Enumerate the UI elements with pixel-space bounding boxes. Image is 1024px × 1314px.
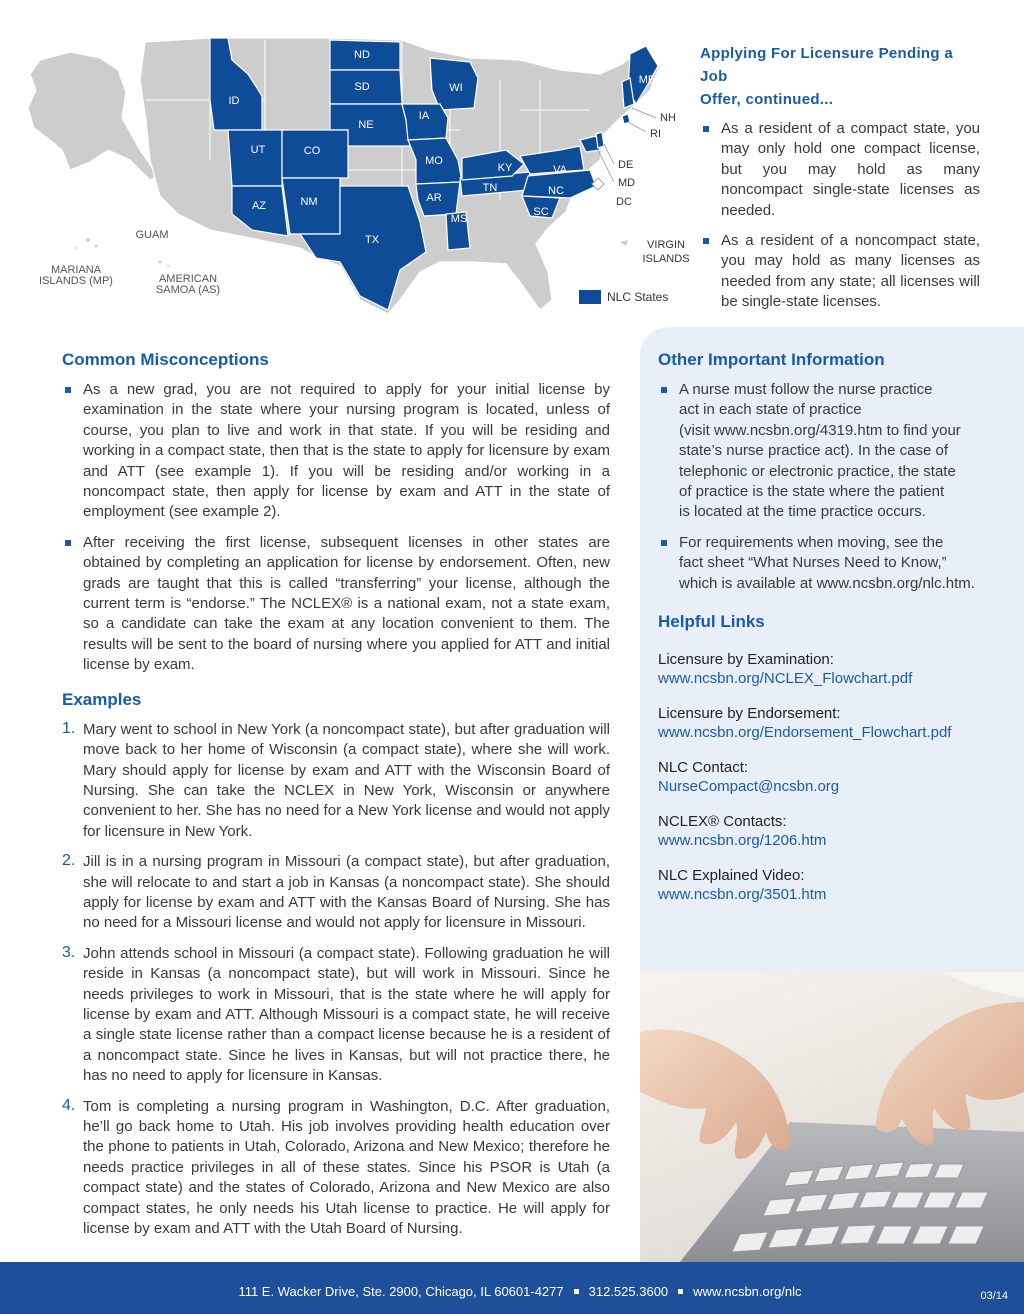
applying-title-line1: Applying For Licensure Pending a Job: [700, 45, 953, 85]
label-guam: GUAM: [135, 229, 169, 241]
label-samoa-1: AMERICAN: [158, 273, 218, 285]
other-info-bullet: [658, 533, 998, 594]
example-item: [62, 720, 610, 842]
label-mo: MO: [425, 155, 443, 167]
label-mariana-1: MARIANA: [50, 264, 102, 276]
helpful-link-title: Licensure by Examination:: [658, 651, 834, 669]
nlc-states-map: [0, 0, 700, 320]
label-me: ME: [638, 74, 656, 86]
label-tx: TX: [364, 234, 380, 246]
examples-title: Examples: [62, 689, 142, 709]
label-dc: DC: [616, 196, 632, 208]
legend-label: NLC States: [607, 290, 669, 304]
label-ne: NE: [358, 119, 374, 131]
label-sc: SC: [533, 206, 549, 218]
helpful-link-url[interactable]: www.ncsbn.org/Endorsement_Flowchart.pdf: [658, 724, 952, 742]
label-virgin-2: ISLANDS: [642, 253, 690, 265]
applying-list: [700, 119, 980, 313]
footer-website[interactable]: www.ncsbn.org/nlc: [693, 1284, 802, 1299]
label-nd: ND: [354, 49, 370, 61]
label-va: VA: [553, 164, 567, 176]
misconception-bullet: As a new grad, you are not required to apply for your initial license by examination in the state where your nursing program is located, unless of course, you plan to live and work in that state. If you will be residing and working in a compact state, then that is the state to apply for licensure by exam and ATT (see example 1). If you will be residing and/or working in a noncompact state, then apply for license by exam and ATT in the state of employment (see example 2).: [62, 380, 610, 523]
line: telephonic or electronic practice, the state: [679, 462, 956, 480]
helpful-links-list: [658, 650, 998, 904]
other-info-title: Other Important Information: [658, 350, 885, 369]
state-de: [596, 132, 604, 148]
helpful-links-title: Helpful Links: [658, 612, 765, 632]
misconception-bullet: After receiving the first license, subsequent licenses in other states are obtained by completing an application for license by endorsement. Often, new grads are taught that this is called “transferring” your license, although the current term is “endorse.” The NCLEX® is a national exam, not a state exam, so a candidate can take the exam at any location convenient to them. The results will be sent to the board of nursing where you applied for ATT and initial license by exam.: [62, 533, 610, 676]
helpful-link-title: NLC Contact:: [658, 759, 749, 777]
keyboard-photo: [640, 972, 1024, 1262]
example-item: [62, 852, 610, 934]
helpful-link-url[interactable]: www.ncsbn.org/1206.htm: [658, 832, 827, 850]
state-ut: [228, 130, 282, 186]
line: which is available at www.ncsbn.org/nlc.htm.: [679, 574, 975, 592]
label-mariana-2: ISLANDS (MP): [39, 275, 113, 287]
separator-square-icon: [678, 1289, 683, 1294]
helpful-link: [658, 758, 998, 796]
separator-square-icon: [574, 1289, 579, 1294]
other-info-bullet: [658, 380, 998, 523]
alaska-shape: [28, 52, 158, 180]
misconceptions-title: Common Misconceptions: [62, 350, 269, 369]
label-ri: RI: [650, 128, 661, 140]
applying-section: [700, 42, 980, 323]
line: of practice is the state where the patient: [679, 483, 945, 501]
label-sd: SD: [354, 81, 370, 93]
hands-typing-illustration: [640, 972, 1024, 1262]
applying-bullet: As a resident of a compact state, you may only hold one compact license, but you may hold as many noncompact single-state licenses as needed.: [700, 119, 980, 221]
helpful-link: [658, 704, 998, 742]
line: state’s nurse practice act). In the case of: [679, 442, 949, 460]
legend-swatch: [579, 290, 601, 304]
label-nh: NH: [660, 112, 676, 124]
line: fact sheet “What Nurses Need to Know,”: [679, 554, 947, 572]
example-text: Jill is in a nursing program in Missouri (a compact state), but after graduation, she will relocate to and start a job in Kansas (a noncompact state). She should apply for license by exam and ATT with the Kansas Board of Nursing. She has no need for a Missouri license and would not apply for licensure in Missouri.: [83, 853, 610, 932]
label-nc: NC: [548, 185, 564, 197]
line: A nurse must follow the nurse practice: [679, 381, 933, 398]
helpful-link-url[interactable]: www.ncsbn.org/NCLEX_Flowchart.pdf: [658, 670, 913, 688]
helpful-link: [658, 812, 998, 850]
line: is located at the time practice occurs.: [679, 503, 926, 521]
examples-list: [62, 720, 610, 1240]
label-md: MD: [618, 177, 636, 189]
example-number: 3.: [62, 943, 76, 961]
helpful-link-url[interactable]: NurseCompact@ncsbn.org: [658, 778, 840, 796]
footer-date: 03/14: [980, 1290, 1008, 1302]
helpful-link-url[interactable]: www.ncsbn.org/3501.htm: [658, 886, 827, 904]
example-item: [62, 1097, 610, 1240]
label-samoa-2: SAMOA (AS): [155, 284, 221, 296]
right-column: [658, 350, 998, 920]
misconceptions-list: [62, 380, 610, 676]
footer-contact: [0, 1284, 1024, 1299]
label-tn: TN: [482, 182, 498, 194]
helpful-link: [658, 650, 998, 688]
helpful-link-title: NCLEX® Contacts:: [658, 813, 787, 831]
footer-phone: 312.525.3600: [588, 1284, 669, 1299]
applying-title-line2: Offer, continued...: [700, 91, 834, 108]
label-nm: NM: [300, 196, 318, 208]
applying-title: [700, 42, 980, 111]
example-number: 1.: [62, 719, 76, 737]
footer-address: 111 E. Wacker Drive, Ste. 2900, Chicago, IL 60601-4277: [238, 1284, 564, 1299]
other-info-list: [658, 380, 998, 594]
example-text: John attends school in Missouri (a compact state). Following graduation he will reside in Kansas (a noncompact state), but will work in Missouri. Since he needs privileges to work in Missouri, that is the state where he will apply for license by exam and ATT. Although Missouri is a compact state, he will receive a single state license rather than a compact license because he is a resident of a noncompact state. Since he lives in Kansas, but will not practice there, he has no need to apply for licensure in Kansas.: [83, 944, 610, 1085]
label-az: AZ: [251, 200, 267, 212]
example-text: Mary went to school in New York (a noncompact state), but after graduation will move back to her home of Wisconsin (a compact state), where she will work. Mary should apply for license by exam and ATT with the Wisconsin Board of Nursing. She can take the NCLEX in New York, Wisconsin or anywhere convenient to her. She has no need for a New York license and would not apply for licensure in New York.: [83, 720, 610, 840]
label-ky: KY: [497, 162, 513, 174]
label-virgin-1: VIRGIN: [647, 239, 685, 251]
label-ia: IA: [418, 110, 430, 122]
example-number: 2.: [62, 852, 76, 870]
example-text: Tom is completing a nursing program in Washington, D.C. After graduation, he’ll go back home to Utah. His job involves providing health education over the phone to patients in Utah, Colorado, Arizona and New Mexico; therefore he needs practice privileges in all of these states. Since his PSOR is Utah (a compact state) and the states of Colorado, Arizona and New Mexico are also compact states, he only needs his Utah license to practice. He will apply for license by exam and ATT with the Utah Board of Nursing.: [83, 1097, 610, 1238]
label-de: DE: [618, 159, 634, 171]
line: act in each state of practice: [679, 401, 862, 419]
label-co: CO: [303, 145, 321, 157]
label-ar: AR: [426, 192, 442, 204]
helpful-link-title: NLC Explained Video:: [658, 867, 805, 885]
example-number: 4.: [62, 1096, 76, 1114]
label-wi: WI: [449, 82, 463, 94]
helpful-link-title: Licensure by Endorsement:: [658, 705, 841, 723]
applying-bullet: As a resident of a noncompact state, you may hold as many licenses as needed from any state; all licenses will be single-state licenses.: [700, 231, 980, 313]
label-id: ID: [228, 95, 240, 107]
footer: [0, 1262, 1024, 1314]
helpful-link: [658, 866, 998, 904]
example-item: [62, 944, 610, 1087]
label-ms: MS: [450, 213, 468, 225]
line: (visit www.ncsbn.org/4319.htm to find your: [679, 421, 961, 439]
label-ut: UT: [250, 144, 266, 156]
line: For requirements when moving, see the: [679, 533, 944, 551]
left-column: [62, 350, 610, 1249]
